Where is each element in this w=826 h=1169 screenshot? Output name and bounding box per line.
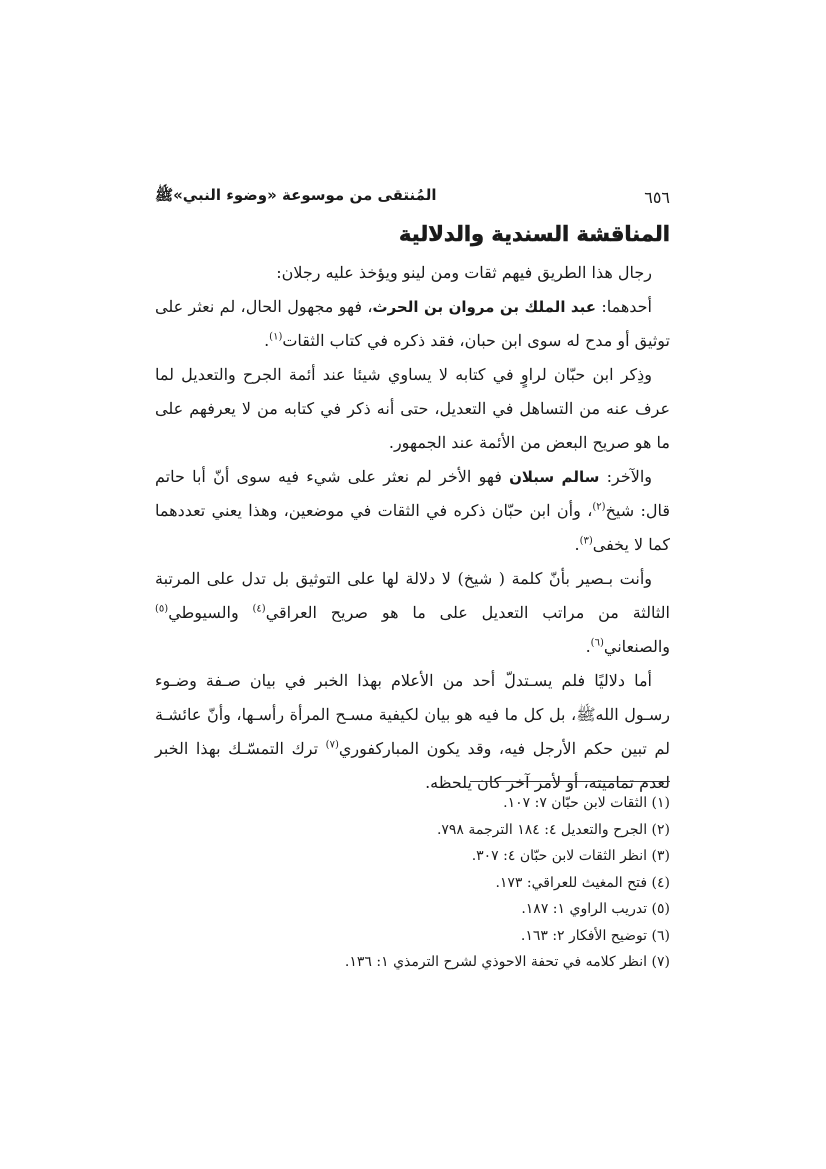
paragraph-4 bbox=[155, 460, 670, 562]
paragraph-4-lead: والآخر: bbox=[606, 467, 652, 486]
paragraph-1-text: رجال هذا الطريق فيهم ثقات ومن لينو ويؤخذ عليه رجلان: bbox=[276, 263, 652, 282]
paragraph-5-text-a: وأنت بـصير بأنّ كلمة ( شيخ) لا دلالة لها على التوثيق بل تدل على المرتبة الثالثة من مراتب التعديل على ما هو صريح العراقي bbox=[155, 569, 670, 622]
paragraph-5-text-c: والصنعاني bbox=[603, 637, 670, 656]
paragraph-6-text-b: ترك التمسّـك بهذا الخبر لعدم تماميته، أو لأمر آخر كان يلحظه. bbox=[155, 739, 670, 792]
paragraph-2 bbox=[155, 290, 670, 358]
paragraph-5 bbox=[155, 562, 670, 664]
paragraph-1 bbox=[155, 256, 670, 290]
narrator-name-2: سالم سبلان bbox=[509, 468, 600, 486]
footnote-ref-6: (٦) bbox=[590, 637, 604, 649]
narrator-name-1: عبد الملك بن مروان بن الحرث bbox=[372, 298, 596, 316]
paragraph-6-text-a: أما دلاليًا فلم يسـتدلّ أحد من الأعلام بهذا الخبر في بيان صـفة وضـوء رسـول اللهﷺ، بل كل ما فيه هو بيان لكيفية مسـح المرأة رأسـها، وأنّ عائشـة لم تبين حكم الأرجل فيه، وقد يكون المباركفوري bbox=[155, 671, 670, 758]
footnote-ref-4: (٤) bbox=[252, 603, 266, 615]
footnote-ref-5: (٥) bbox=[155, 603, 169, 615]
paragraph-2-end: . bbox=[264, 331, 270, 350]
page-number: ٦٥٦ bbox=[644, 187, 670, 207]
paragraph-5-text-b: والسيوطي bbox=[168, 603, 253, 622]
running-header bbox=[155, 184, 670, 210]
footnote-3: (٣) انظر الثقات لابن حبّان ٤: ٣٠٧. bbox=[471, 848, 670, 864]
footnote-ref-3: (٣) bbox=[579, 535, 593, 547]
book-title: المُنتقى من موسوعة «وضوء النبي»ﷺ bbox=[155, 186, 437, 204]
paragraph-2-text: ، فهو مجهول الحال، لم نعثر على توثيق أو مدح له سوى ابن حبان، فقد ذكره في كتاب الثقات bbox=[155, 297, 670, 350]
footnote-ref-7: (٧) bbox=[325, 739, 339, 751]
paragraph-4-text-a: فهو الأخر لم نعثر على شيء فيه سوى أنّ أبا حاتم قال: شيخ bbox=[155, 467, 671, 520]
section-heading: المناقشة السندية والدلالية bbox=[399, 222, 670, 246]
footnote-ref-2: (٢) bbox=[592, 501, 606, 513]
footnote-6: (٦) توضيح الأفكار ٢: ١٦٣. bbox=[520, 927, 670, 944]
footnote-5: (٥) تدريب الراوي ١: ١٨٧. bbox=[521, 901, 670, 917]
paragraph-5-end: . bbox=[585, 637, 591, 656]
footnotes bbox=[155, 790, 670, 976]
footnote-7: (٧) انظر كلامه في تحفة الاحوذي لشرح الترمذي ١: ١٣٦. bbox=[344, 954, 670, 970]
body-text bbox=[155, 256, 670, 800]
footnote-separator bbox=[470, 781, 670, 782]
paragraph-4-text-b: ، وأن ابن حبّان ذكره في الثقات في موضعين، وهذا يعني تعددهما كما لا يخفى bbox=[155, 501, 670, 554]
paragraph-3 bbox=[155, 358, 670, 460]
footnote-ref-1: (١) bbox=[269, 331, 283, 343]
footnote-1: (١) الثقات لابن حبّان ٧: ١٠٧. bbox=[503, 795, 670, 811]
paragraph-4-end: . bbox=[574, 535, 580, 554]
footnote-2: (٢) الجرح والتعديل ٤: ١٨٤ الترجمة ٧٩٨. bbox=[436, 821, 670, 838]
footnote-4: (٤) فتح المغيث للعراقي: ١٧٣. bbox=[495, 874, 670, 891]
paragraph-2-lead: أحدهما: bbox=[601, 297, 652, 316]
paragraph-6 bbox=[155, 664, 670, 800]
paragraph-3-text: وذِكر ابن حبّان لراوٍ في كتابه لا يساوي شيئا عند أئمة الجرح والتعديل لما عرف عنه من التساهل في التعديل، حتى أنه ذكر في كتابه من لا يعرفهم على ما هو صريح البعض من الأئمة عند الجمهور. bbox=[155, 365, 670, 452]
